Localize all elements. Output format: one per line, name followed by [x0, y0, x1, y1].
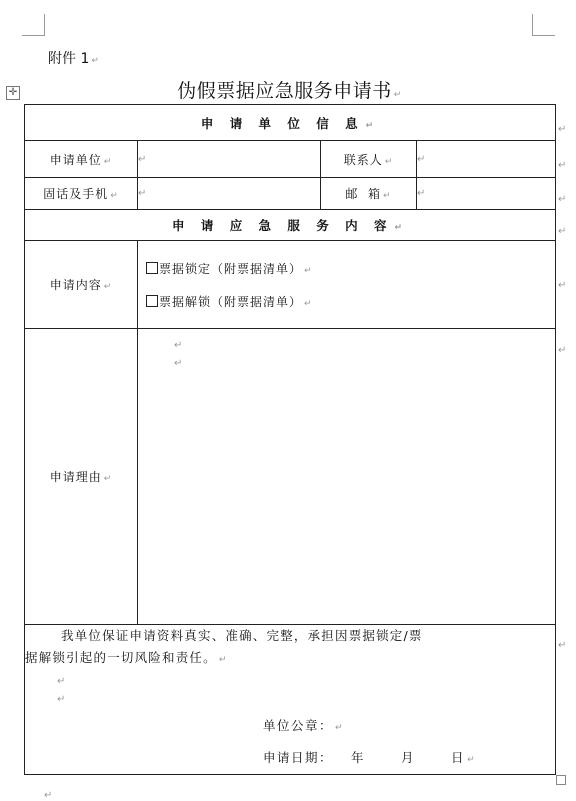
row-end-mark: ↵ — [558, 226, 567, 237]
email-label: 邮 箱 ↵ — [321, 178, 417, 210]
table-row — [25, 105, 556, 141]
crop-mark-top-left-v — [44, 14, 45, 36]
table-row — [25, 210, 556, 241]
paragraph-mark: ↵ — [57, 694, 67, 705]
unit-seal-label: 单位公章： ↵ — [263, 718, 345, 733]
table-row — [25, 625, 556, 775]
paragraph-mark: ↵ — [174, 358, 183, 369]
applicant-unit-field[interactable]: ↵ — [138, 141, 321, 178]
contact-person-field[interactable]: ↵ — [417, 141, 556, 178]
paragraph-mark: ↵ — [44, 790, 53, 801]
row-end-mark: ↵ — [558, 194, 567, 205]
email-field[interactable]: ↵ — [417, 178, 556, 210]
crop-mark-top-right-h — [533, 35, 555, 36]
table-resize-handle-icon[interactable] — [556, 775, 566, 785]
page-title: 伪假票据应急服务申请书 ↵ — [177, 80, 402, 102]
crop-mark-top-left-h — [22, 35, 44, 36]
content-options-cell — [138, 241, 556, 329]
content-label: 申请内容 ↵ — [25, 241, 138, 329]
section-header-unit-info: 申 请 单 位 信 息 ↵ — [25, 105, 556, 141]
table-row — [25, 241, 556, 329]
declaration-cell — [25, 625, 556, 775]
option-ticket-unlock[interactable]: 票据解锁（附票据清单） ↵ — [146, 293, 555, 310]
table-row — [25, 329, 556, 625]
option-ticket-lock[interactable]: 票据锁定（附票据清单） ↵ — [146, 260, 555, 277]
row-end-mark: ↵ — [558, 124, 567, 135]
applicant-unit-label: 申请单位 ↵ — [25, 141, 138, 178]
attachment-label: 附件 1 ↵ — [48, 51, 99, 67]
checkbox-icon[interactable] — [146, 262, 158, 274]
row-end-mark: ↵ — [558, 280, 567, 291]
table-row — [25, 178, 556, 210]
application-form-table — [24, 104, 556, 775]
reason-label: 申请理由 ↵ — [25, 329, 138, 625]
paragraph-mark: ↵ — [57, 676, 67, 687]
phone-label: 固话及手机 ↵ — [25, 178, 138, 210]
checkbox-icon[interactable] — [146, 295, 158, 307]
phone-field[interactable]: ↵ — [138, 178, 321, 210]
row-end-mark: ↵ — [558, 160, 567, 171]
row-end-mark: ↵ — [558, 345, 567, 356]
section-header-service-content: 申 请 应 急 服 务 内 容 ↵ — [25, 210, 556, 241]
table-row — [25, 141, 556, 178]
application-date: 申请日期： 年 月 日 ↵ — [263, 750, 477, 765]
row-end-mark: ↵ — [558, 640, 567, 651]
declaration-line-1: 我单位保证申请资料真实、准确、完整，承担因票据锁定/票 — [61, 628, 423, 643]
crop-mark-top-right-v — [532, 14, 533, 36]
table-move-handle-icon[interactable]: ✛ — [6, 86, 20, 100]
declaration-line-2: 据解锁引起的一切风险和责任。 ↵ — [25, 650, 228, 665]
reason-field[interactable] — [138, 329, 556, 625]
contact-person-label: 联系人 ↵ — [321, 141, 417, 178]
paragraph-mark: ↵ — [174, 340, 183, 351]
